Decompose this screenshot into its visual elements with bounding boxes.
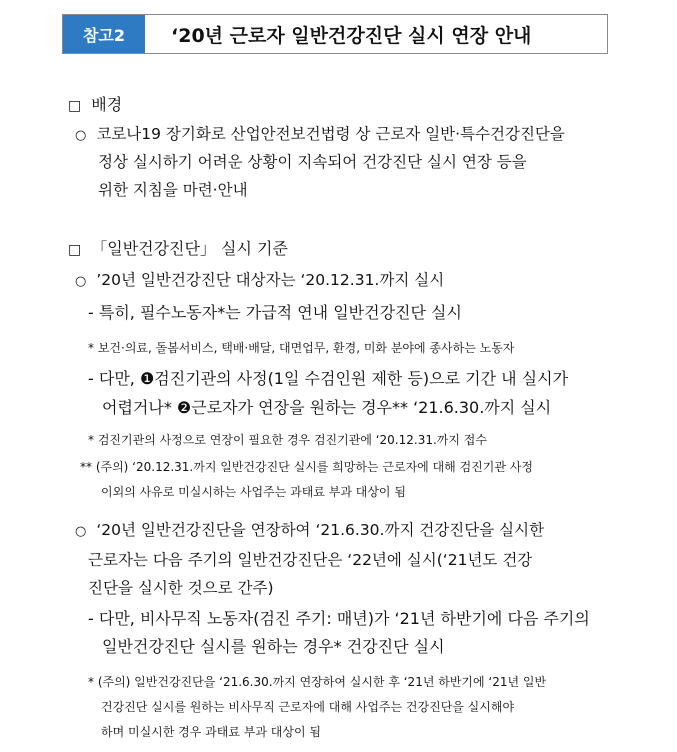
reference-badge: 참고2 (63, 15, 145, 53)
dash-item-continuation: 일반건강진단 실시를 원하는 경우* 건강진단 실시 (102, 637, 445, 656)
bullet-line (75, 122, 565, 144)
dash-item: - 특히, 필수노동자*는 가급적 연내 일반건강진단 실시 (88, 303, 462, 322)
paragraph-text: 코로나19 장기화로 산업안전보건법령 상 근로자 일반·특수건강진단을 (96, 125, 565, 143)
section-heading-criteria (68, 236, 288, 259)
section-title: 「일반건강진단」 실시 기준 (91, 239, 288, 258)
section-heading-background (68, 92, 122, 115)
footnote: * 검진기관의 사정으로 연장이 필요한 경우 검진기관에 ‘20.12.31.까지 접수 (88, 433, 487, 447)
footnote: ** (주의) ‘20.12.31.까지 일반건강진단 실시를 희망하는 근로자에 대해 검진기관 사정 (80, 460, 533, 474)
paragraph-line: 진단을 실시한 것으로 간주) (88, 579, 274, 597)
footnote-continuation: 건강진단 실시를 원하는 비사무직 근로자에 대해 사업주는 건강진단을 실시해야 (101, 700, 515, 714)
bullet-line (75, 518, 544, 540)
square-bullet-icon: □ (68, 242, 82, 258)
footnote: * 보건·의료, 돌봄서비스, 택배·배달, 대면업무, 환경, 미화 분야에 종사하는 노동자 (88, 341, 515, 355)
square-bullet-icon: □ (68, 98, 82, 114)
footnote-continuation: 하며 미실시한 경우 과태료 부과 대상이 됨 (101, 725, 321, 739)
dash-item: - 다만, 비사무직 노동자(검진 주기: 매년)가 ‘21년 하반기에 다음 주기의 (88, 609, 590, 628)
footnote: * (주의) 일반건강진단을 ‘21.6.30.까지 연장하여 실시한 후 ‘21년 하반기에 ‘21년 일반 (88, 675, 547, 689)
paragraph-text: ’20년 일반건강진단 대상자는 ‘20.12.31.까지 실시 (96, 271, 445, 289)
bullet-line (75, 268, 444, 290)
paragraph-line: 정상 실시하기 어려운 상황이 지속되어 건강진단 실시 연장 등을 (98, 153, 527, 171)
paragraph-text: ‘20년 일반건강진단을 연장하여 ‘21.6.30.까지 건강진단을 실시한 (96, 521, 545, 539)
circle-bullet-icon: ○ (75, 524, 87, 539)
page-title: ‘20년 근로자 일반건강진단 실시 연장 안내 (171, 24, 532, 47)
paragraph-line: 위한 지침을 마련·안내 (98, 181, 248, 199)
circle-bullet-icon: ○ (75, 128, 87, 143)
dash-item: - 다만, ❶검진기관의 사정(1일 수검인원 제한 등)으로 기간 내 실시가 (88, 369, 569, 388)
section-title: 배경 (91, 95, 123, 114)
header-box (62, 14, 608, 54)
dash-item-continuation: 어렵거나* ❷근로자가 연장을 원하는 경우** ‘21.6.30.까지 실시 (102, 398, 552, 417)
paragraph-line: 근로자는 다음 주기의 일반건강진단은 ‘22년에 실시(‘21년도 건강 (88, 551, 533, 569)
footnote-continuation: 이외의 사유로 미실시하는 사업주는 과태료 부과 대상이 됨 (101, 485, 406, 499)
circle-bullet-icon: ○ (75, 274, 87, 289)
